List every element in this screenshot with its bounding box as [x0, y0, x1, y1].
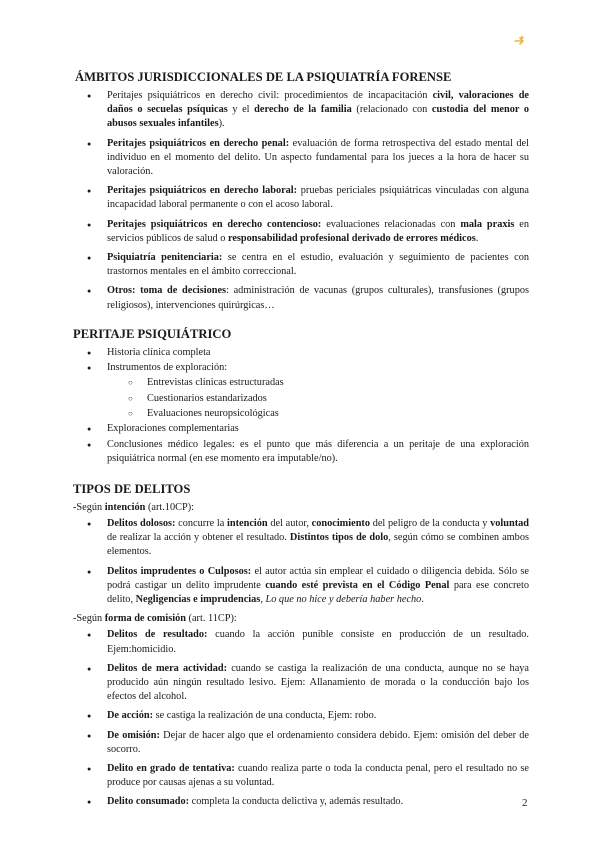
list-item: ● Conclusiones médico legales: es el punto que más diferencia a un peritaje de una exploración psiquiátrica normal (en ese momento era imputable/no).	[73, 438, 529, 466]
document-body	[73, 70, 529, 815]
list-item: ● Historia clínica completa	[73, 346, 529, 360]
list-item: ● Peritajes psiquiátricos en derecho penal: evaluación de forma retrospectiva del estado mental del individuo en el momento del delito. Un aspecto fundamental para los jueces a la hora de hacer su valoración.	[73, 137, 529, 180]
list-item: ● Delitos imprudentes o Culposos: el autor actúa sin emplear el cuidado o diligencia debida. Sólo se podrá castigar un delito imprudente cuando esté prevista en el Código Penal para ese concreto delito, Negligencias e imprudencias, Lo que no hice y debería haber hecho.	[73, 565, 529, 608]
list-item: ● De omisión: Dejar de hacer algo que el ordenamiento considera debido. Ejem: omisión del deber de socorro.	[73, 729, 529, 757]
bullet-list	[73, 628, 529, 809]
sub-list-item: ○ Entrevistas clínicas estructuradas	[73, 376, 529, 390]
spark-arrow-icon	[513, 34, 527, 48]
subheading-intencion: -Según intención (art.10CP):	[73, 502, 194, 514]
list-item: ● Otros: toma de decisiones: administración de vacunas (grupos culturales), transfusiones (grupos religiosos), intervenciones quirúrgicas…	[73, 284, 529, 312]
bullet-list	[73, 346, 529, 466]
list-item: ● Peritajes psiquiátricos en derecho civil: procedimientos de incapacitación civil, valoraciones de daños o secuelas psíquicas y el derecho de la familia (relacionado con custodia del menor o abusos sexuales infantiles).	[73, 89, 529, 132]
page-number: 2	[522, 797, 528, 809]
list-item: ● Peritajes psiquiátricos en derecho laboral: pruebas periciales psiquiátricas vinculadas con alguna incapacidad laboral permanente o con el acoso laboral.	[73, 184, 529, 212]
section-ambitos	[73, 70, 529, 313]
bullet-list	[73, 517, 529, 607]
section-title: TIPOS DE DELITOS	[73, 482, 191, 497]
list-item: ● Peritajes psiquiátricos en derecho contencioso: evaluaciones relacionadas con mala praxis en servicios públicos de salud o responsabilidad profesional derivado de errores médicos.	[73, 218, 529, 246]
section-peritaje	[73, 327, 529, 466]
list-item: ● Delito en grado de tentativa: cuando realiza parte o toda la conducta penal, pero el resultado no se produce por causas ajenas a su voluntad.	[73, 762, 529, 790]
section-title: ÁMBITOS JURISDICCIONALES DE LA PSIQUIATRÍA FORENSE	[75, 70, 452, 84]
list-item: ● Psiquiatría penitenciaria: se centra en el estudio, evaluación y seguimiento de pacientes con trastornos mentales en el ámbito correccional.	[73, 251, 529, 279]
sub-list-item: ○ Evaluaciones neuropsicológicas	[73, 407, 529, 421]
list-item: ● Exploraciones complementarias	[73, 422, 529, 436]
sub-list-item: ○ Cuestionarios estandarizados	[73, 392, 529, 406]
subheading-forma-comision: -Según forma de comisión (art. 11CP):	[73, 613, 237, 625]
list-item: ● De acción: se castiga la realización de una conducta, Ejem: robo.	[73, 709, 529, 723]
list-item: ● Delitos de mera actividad: cuando se castiga la realización de una conducta, aunque no se haya producido aún ningún resultado lesivo. Ejem: Allanamiento de morada o la conducción bajo los efectos del alcohol.	[73, 662, 529, 705]
list-item: ● Delito consumado: completa la conducta delictiva y, además resultado.	[73, 795, 529, 809]
list-item: ● Instrumentos de exploración:	[73, 361, 529, 375]
list-item: ● Delitos de resultado: cuando la acción punible consiste en producción de un resultado. Ejem:homicidio.	[73, 628, 529, 656]
section-title: PERITAJE PSIQUIÁTRICO	[73, 326, 232, 341]
list-item: ● Delitos dolosos: concurre la intención del autor, conocimiento del peligro de la conducta y voluntad de realizar la acción y obtener el resultado. Distintos tipos de dolo, según cómo se combinen ambos elementos.	[73, 517, 529, 560]
section-tipos-delitos	[73, 482, 529, 809]
bullet-list	[73, 89, 529, 313]
